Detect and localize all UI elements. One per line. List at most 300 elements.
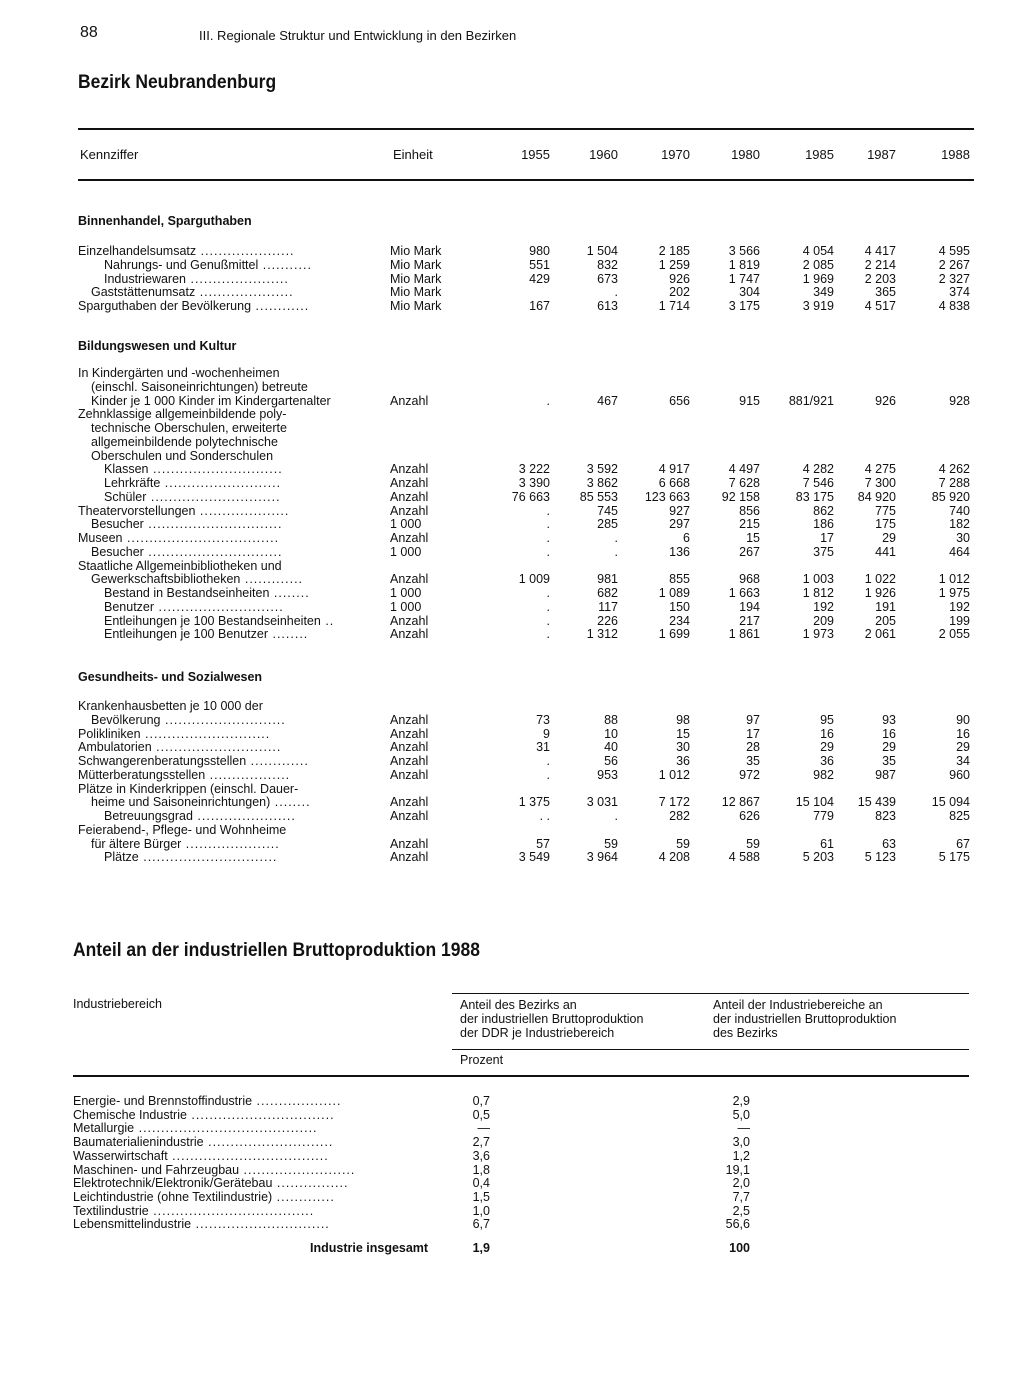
- row-label: [78, 407, 286, 421]
- table-row: [0, 1217, 1024, 1231]
- value-cell: 3 031: [586, 795, 618, 810]
- column-header-kennziffer: Kennziffer: [80, 147, 139, 162]
- value-cell: 4 275: [864, 462, 896, 477]
- row-label-text: Plätze: [104, 850, 139, 865]
- column-header-anteil-industriebereiche: [713, 998, 896, 1040]
- leader-dots: .........................: [239, 1162, 356, 1177]
- table-row: [0, 272, 1024, 286]
- value-cell: 98: [676, 712, 690, 727]
- value-cell: 267: [739, 544, 760, 559]
- table2-top-rule: [452, 993, 969, 994]
- row-label-text: Entleihungen je 100 Bestandseinheiten: [104, 613, 321, 628]
- row-label: [73, 1149, 329, 1163]
- unit-cell: Mio Mark: [390, 299, 442, 313]
- table-row: [0, 421, 1024, 435]
- value-cell: 825: [949, 809, 970, 823]
- value-cell: 429: [529, 271, 550, 286]
- unit-cell: Anzahl: [390, 476, 429, 490]
- value-cell: 972: [739, 767, 760, 782]
- table-row: [0, 517, 1024, 531]
- value-cell: 682: [597, 586, 618, 600]
- value-cell: 16: [956, 726, 970, 741]
- value-cell: 2,5: [732, 1203, 750, 1218]
- value-cell: 1 012: [938, 572, 970, 587]
- value-cell: 84 920: [857, 489, 896, 504]
- row-label-text: allgemeinbildende polytechnische: [91, 434, 278, 449]
- value-cell: 1 663: [728, 586, 760, 600]
- row-label: [91, 435, 278, 449]
- value-cell: 3 964: [586, 850, 618, 865]
- leader-dots: ............: [251, 299, 310, 313]
- value-cell: 3 549: [518, 850, 550, 865]
- value-cell: 3 222: [518, 462, 550, 477]
- column-header-year: 1955: [521, 147, 550, 162]
- value-cell: .: [546, 767, 550, 782]
- value-cell: 928: [949, 393, 970, 408]
- table-top-rule: [78, 128, 974, 130]
- value-cell: 205: [875, 613, 896, 628]
- leader-dots: ..............................: [143, 517, 283, 532]
- row-label: [73, 1094, 342, 1108]
- table-row: [0, 490, 1024, 504]
- row-label-text: Maschinen- und Fahrzeugbau: [73, 1162, 240, 1177]
- value-cell: .: [546, 754, 550, 768]
- section-heading: Gesundheits- und Sozialwesen: [78, 670, 263, 684]
- value-cell: 7 546: [802, 476, 834, 490]
- row-label: [91, 285, 294, 299]
- value-cell: 90: [956, 712, 970, 727]
- leader-dots: .............: [240, 572, 304, 587]
- row-label: [104, 258, 312, 272]
- value-cell: 88: [604, 712, 618, 727]
- row-label: [104, 586, 310, 600]
- value-cell: 673: [597, 271, 618, 286]
- value-cell: 4 588: [728, 850, 760, 865]
- value-cell: 10: [604, 726, 618, 741]
- value-cell: 85 553: [579, 489, 618, 504]
- leader-dots: .............: [272, 1189, 335, 1204]
- row-label: [73, 1163, 355, 1177]
- value-cell: 4 282: [802, 462, 834, 477]
- leader-dots: ..............................: [138, 850, 278, 865]
- leader-dots: ............................: [154, 599, 284, 614]
- value-cell: 34: [956, 754, 970, 768]
- table-row: [0, 244, 1024, 258]
- value-cell: 5 175: [938, 850, 970, 865]
- table-row: [0, 366, 1024, 380]
- table-row: [0, 795, 1024, 809]
- value-cell: 551: [529, 257, 550, 272]
- row-label: [91, 713, 286, 727]
- value-cell: 7,7: [732, 1189, 750, 1204]
- row-label-text: Baumaterialienindustrie: [73, 1135, 204, 1150]
- row-label: [104, 627, 308, 641]
- value-cell: 2,9: [732, 1094, 750, 1108]
- value-cell: 2 267: [938, 257, 970, 272]
- value-cell: 1 969: [802, 271, 834, 286]
- value-cell: .: [614, 544, 618, 559]
- table-row: [0, 1176, 1024, 1190]
- value-cell: 626: [739, 809, 760, 823]
- value-cell: 0,4: [472, 1176, 490, 1191]
- leader-dots: ...........................: [160, 712, 286, 727]
- table-row: [0, 809, 1024, 823]
- row-label-text: Gaststättenumsatz: [91, 285, 196, 300]
- value-cell: 29: [956, 740, 970, 755]
- value-cell: 15: [746, 531, 760, 545]
- row-label: [78, 244, 295, 258]
- row-label: [91, 394, 331, 408]
- value-cell: 1 003: [802, 572, 834, 587]
- value-cell: 17: [746, 726, 760, 741]
- value-cell: 59: [676, 836, 690, 851]
- row-label: [104, 476, 281, 490]
- row-label: [104, 850, 277, 864]
- table-row: [0, 1094, 1024, 1108]
- value-cell: 5 123: [864, 850, 896, 865]
- row-label-text: Entleihungen je 100 Benutzer: [104, 627, 269, 642]
- value-cell: 192: [813, 599, 834, 614]
- row-label: [91, 421, 287, 435]
- row-label-text: Gewerkschaftsbibliotheken: [91, 572, 241, 587]
- leader-dots: .....................: [195, 285, 294, 300]
- row-label: [91, 380, 308, 394]
- value-cell: 16: [882, 726, 896, 741]
- table-row: [0, 394, 1024, 408]
- row-label: [78, 740, 281, 754]
- value-cell: 4 838: [938, 299, 970, 313]
- row-label: [78, 299, 309, 313]
- value-cell: 186: [813, 517, 834, 532]
- value-cell: 2 055: [938, 627, 970, 642]
- value-cell: 881/921: [788, 393, 834, 408]
- row-label: [73, 1121, 318, 1135]
- table-row: [0, 614, 1024, 628]
- table-row: [0, 600, 1024, 614]
- value-cell: .: [546, 531, 550, 545]
- row-label-text: In Kindergärten und -wochenheimen: [78, 366, 280, 380]
- unit-cell: Mio Mark: [390, 257, 442, 272]
- row-label: [73, 1217, 330, 1231]
- value-cell: 31: [536, 740, 550, 755]
- value-cell: 7 172: [658, 795, 690, 810]
- value-cell: 175: [875, 517, 896, 532]
- value-cell: 6,7: [472, 1217, 490, 1232]
- row-label-text: Bestand in Bestandseinheiten: [104, 586, 270, 600]
- leader-dots: .............................: [146, 489, 281, 504]
- row-label-text: Chemische Industrie: [73, 1107, 187, 1122]
- leader-dots: ................................: [186, 1107, 335, 1122]
- value-cell: 926: [669, 271, 690, 286]
- value-cell: 123 663: [644, 489, 690, 504]
- value-cell: 29: [882, 740, 896, 755]
- total-value: 1,9: [472, 1241, 490, 1255]
- header-line: Anteil des Bezirks an: [460, 998, 577, 1012]
- value-cell: .: [546, 393, 550, 408]
- value-cell: 282: [669, 809, 690, 823]
- row-label: [104, 809, 296, 823]
- row-label-text: Leichtindustrie (ohne Textilindustrie): [73, 1189, 273, 1204]
- value-cell: 915: [739, 393, 760, 408]
- unit-cell: Anzahl: [390, 613, 429, 628]
- value-cell: 30: [676, 740, 690, 755]
- table-row: [0, 1149, 1024, 1163]
- row-label-text: Klassen: [104, 462, 149, 477]
- unit-cell: Anzahl: [390, 462, 429, 477]
- value-cell: 40: [604, 740, 618, 755]
- row-label: [91, 449, 273, 463]
- unit-cell: Anzahl: [390, 393, 429, 408]
- value-cell: 740: [949, 503, 970, 518]
- value-cell: 1 022: [864, 572, 896, 587]
- value-cell: 199: [949, 613, 970, 628]
- value-cell: 0,7: [472, 1094, 490, 1108]
- value-cell: .: [546, 586, 550, 600]
- leader-dots: ..............................: [143, 544, 283, 559]
- value-cell: 3 592: [586, 462, 618, 477]
- value-cell: 1 926: [864, 586, 896, 600]
- value-cell: 226: [597, 613, 618, 628]
- section-heading: Bildungswesen und Kultur: [78, 339, 237, 353]
- value-cell: 374: [949, 285, 970, 300]
- value-cell: 95: [820, 712, 834, 727]
- value-cell: 61: [820, 836, 834, 851]
- row-label-text: Plätze in Kinderkrippen (einschl. Dauer-: [78, 781, 299, 796]
- value-cell: 365: [875, 285, 896, 300]
- row-label: [78, 531, 279, 545]
- unit-cell: Anzahl: [390, 572, 429, 587]
- unit-cell: Anzahl: [390, 850, 429, 865]
- row-label-text: Lebensmittelindustrie: [73, 1217, 192, 1232]
- unit-cell: Anzahl: [390, 503, 429, 518]
- value-cell: 927: [669, 503, 690, 518]
- column-header-year: 1980: [731, 147, 760, 162]
- table-row: [0, 586, 1024, 600]
- value-cell: 2 185: [658, 244, 690, 258]
- value-cell: 2 327: [938, 271, 970, 286]
- value-cell: 1 504: [586, 244, 618, 258]
- row-label: [91, 545, 282, 559]
- section-title-bruttoproduktion: Anteil an der industriellen Bruttoproduktion 1988: [73, 940, 480, 961]
- row-label: [78, 366, 280, 380]
- unit-cell: Anzahl: [390, 754, 429, 768]
- value-cell: 4 497: [728, 462, 760, 477]
- leader-dots: ......................: [186, 271, 289, 286]
- total-label: Industrie insgesamt: [310, 1241, 429, 1255]
- leader-dots: ................: [272, 1176, 349, 1191]
- value-cell: 2,7: [472, 1135, 490, 1150]
- value-cell: 4 262: [938, 462, 970, 477]
- table2-header-rule: [73, 1075, 969, 1077]
- leader-dots: ....................: [195, 503, 290, 518]
- row-label-text: Staatliche Allgemeinbibliotheken und: [78, 558, 282, 573]
- header-line: des Bezirks: [713, 1026, 778, 1040]
- table-row: [0, 435, 1024, 449]
- total-row: [0, 1241, 1024, 1255]
- row-label-text: Energie- und Brennstoffindustrie: [73, 1094, 253, 1108]
- row-label-text: Sparguthaben der Bevölkerung: [78, 299, 252, 313]
- value-cell: 926: [875, 393, 896, 408]
- value-cell: 9: [543, 726, 550, 741]
- value-cell: 19,1: [725, 1162, 750, 1177]
- table-row: [0, 258, 1024, 272]
- unit-cell: Anzahl: [390, 627, 429, 642]
- row-label-text: technische Oberschulen, erweiterte: [91, 421, 287, 435]
- value-cell: 823: [875, 809, 896, 823]
- value-cell: 63: [882, 836, 896, 851]
- row-label: [78, 782, 298, 796]
- value-cell: 29: [820, 740, 834, 755]
- row-label-text: Museen: [78, 531, 123, 545]
- value-cell: 3 919: [802, 299, 834, 313]
- page-number: 88: [80, 24, 98, 41]
- value-cell: 4 417: [864, 244, 896, 258]
- row-label-text: Oberschulen und Sonderschulen: [91, 448, 274, 463]
- column-header-year: 1988: [941, 147, 970, 162]
- leader-dots: .....................: [181, 836, 280, 851]
- page-title: Bezirk Neubrandenburg: [78, 72, 277, 93]
- value-cell: 2 203: [864, 271, 896, 286]
- leader-dots: ..................................: [122, 531, 280, 545]
- value-cell: 136: [669, 544, 690, 559]
- value-cell: 117: [598, 599, 618, 614]
- value-cell: 15 104: [795, 795, 834, 810]
- row-label-text: Zehnklassige allgemeinbildende poly-: [78, 407, 287, 422]
- value-cell: 93: [882, 712, 896, 727]
- value-cell: 4 917: [658, 462, 690, 477]
- leader-dots: ........: [270, 795, 311, 810]
- table-row: [0, 699, 1024, 713]
- table-row: [0, 740, 1024, 754]
- value-cell: 375: [813, 544, 834, 559]
- row-label-text: Feierabend-, Pflege- und Wohnheime: [78, 822, 287, 837]
- row-label-text: Krankenhausbetten je 10 000 der: [78, 699, 263, 713]
- value-cell: .: [614, 285, 618, 300]
- table-row: [0, 407, 1024, 421]
- table-row: [0, 754, 1024, 768]
- value-cell: 745: [597, 503, 618, 518]
- unit-cell: Anzahl: [390, 795, 429, 810]
- row-label-text: Besucher: [91, 517, 144, 532]
- row-label-text: Industriewaren: [104, 271, 186, 286]
- table-row: [0, 545, 1024, 559]
- row-label-text: Einzelhandelsumsatz: [78, 244, 197, 258]
- value-cell: 57: [536, 836, 550, 851]
- value-cell: 779: [813, 809, 834, 823]
- leader-dots: ............................: [203, 1135, 334, 1150]
- value-cell: 59: [604, 836, 618, 851]
- unit-cell: Anzahl: [390, 712, 429, 727]
- table-row: [0, 285, 1024, 299]
- value-cell: 987: [875, 767, 896, 782]
- leader-dots: ...................: [252, 1094, 342, 1108]
- row-label-text: Nahrungs- und Genußmittel: [104, 257, 259, 272]
- value-cell: 856: [739, 503, 760, 518]
- row-label-text: Theatervorstellungen: [78, 503, 196, 518]
- value-cell: .: [546, 627, 550, 642]
- value-cell: 1 975: [938, 586, 970, 600]
- value-cell: 656: [669, 393, 690, 408]
- value-cell: 464: [949, 544, 970, 559]
- row-label: [104, 600, 284, 614]
- row-label: [78, 754, 309, 768]
- table-row: [0, 1163, 1024, 1177]
- value-cell: 191: [875, 599, 896, 614]
- row-label: [104, 272, 289, 286]
- column-header-anteil-bezirk: [460, 998, 643, 1040]
- value-cell: 1 375: [518, 795, 550, 810]
- value-cell: 1 699: [658, 627, 690, 642]
- running-head: III. Regionale Struktur und Entwicklung in den Bezirken: [199, 28, 517, 43]
- value-cell: 167: [529, 299, 550, 313]
- unit-cell: 1 000: [390, 544, 422, 559]
- value-cell: 1 009: [518, 572, 550, 587]
- table-row: [0, 713, 1024, 727]
- row-label-text: Mütterberatungsstellen: [78, 767, 206, 782]
- value-cell: 7 288: [938, 476, 970, 490]
- value-cell: 29: [882, 531, 896, 545]
- row-label-text: Schwangerenberatungsstellen: [78, 754, 247, 768]
- value-cell: 6: [683, 531, 690, 545]
- value-cell: 17: [820, 531, 834, 545]
- unit-cell: Mio Mark: [390, 271, 442, 286]
- value-cell: .: [546, 613, 550, 628]
- row-label-text: Ambulatorien: [78, 740, 152, 755]
- value-cell: 980: [529, 244, 550, 258]
- leader-dots: .....................: [196, 244, 295, 258]
- unit-cell: Anzahl: [390, 531, 429, 545]
- table-row: [0, 727, 1024, 741]
- value-cell: 1 819: [728, 257, 760, 272]
- table-row: [0, 837, 1024, 851]
- value-cell: 182: [949, 517, 970, 532]
- value-cell: 2,0: [732, 1176, 750, 1191]
- table-row: [0, 1121, 1024, 1135]
- row-label: [104, 490, 281, 504]
- leader-dots: ............................: [151, 740, 282, 755]
- row-label-text: Benutzer: [104, 599, 155, 614]
- value-cell: 2 061: [864, 627, 896, 642]
- value-cell: 150: [669, 599, 690, 614]
- value-cell: 1 747: [728, 271, 760, 286]
- value-cell: 3,0: [732, 1135, 750, 1150]
- row-label-text: Betreuungsgrad: [104, 809, 193, 823]
- value-cell: 2 085: [802, 257, 834, 272]
- value-cell: 7 628: [728, 476, 760, 490]
- unit-cell: Mio Mark: [390, 244, 442, 258]
- value-cell: 15: [676, 726, 690, 741]
- value-cell: 85 920: [931, 489, 970, 504]
- column-header-industriebereich: Industriebereich: [73, 997, 162, 1011]
- section-heading: Binnenhandel, Sparguthaben: [78, 214, 252, 228]
- leader-dots: ..........................: [160, 476, 282, 490]
- table-row: [0, 299, 1024, 313]
- row-label: [73, 1176, 348, 1190]
- value-cell: 92 158: [721, 489, 760, 504]
- value-cell: .: [546, 517, 550, 532]
- value-cell: 59: [746, 836, 760, 851]
- value-cell: .: [614, 809, 618, 823]
- table-row: [0, 559, 1024, 573]
- value-cell: 1 861: [728, 627, 760, 642]
- unit-cell: 1 000: [390, 517, 422, 532]
- value-cell: 297: [669, 517, 690, 532]
- unit-cell: Anzahl: [390, 836, 429, 851]
- row-label: [73, 1108, 335, 1122]
- unit-top-rule: [452, 1049, 969, 1050]
- leader-dots: ....................................: [148, 1203, 315, 1218]
- value-cell: 1,5: [472, 1189, 490, 1204]
